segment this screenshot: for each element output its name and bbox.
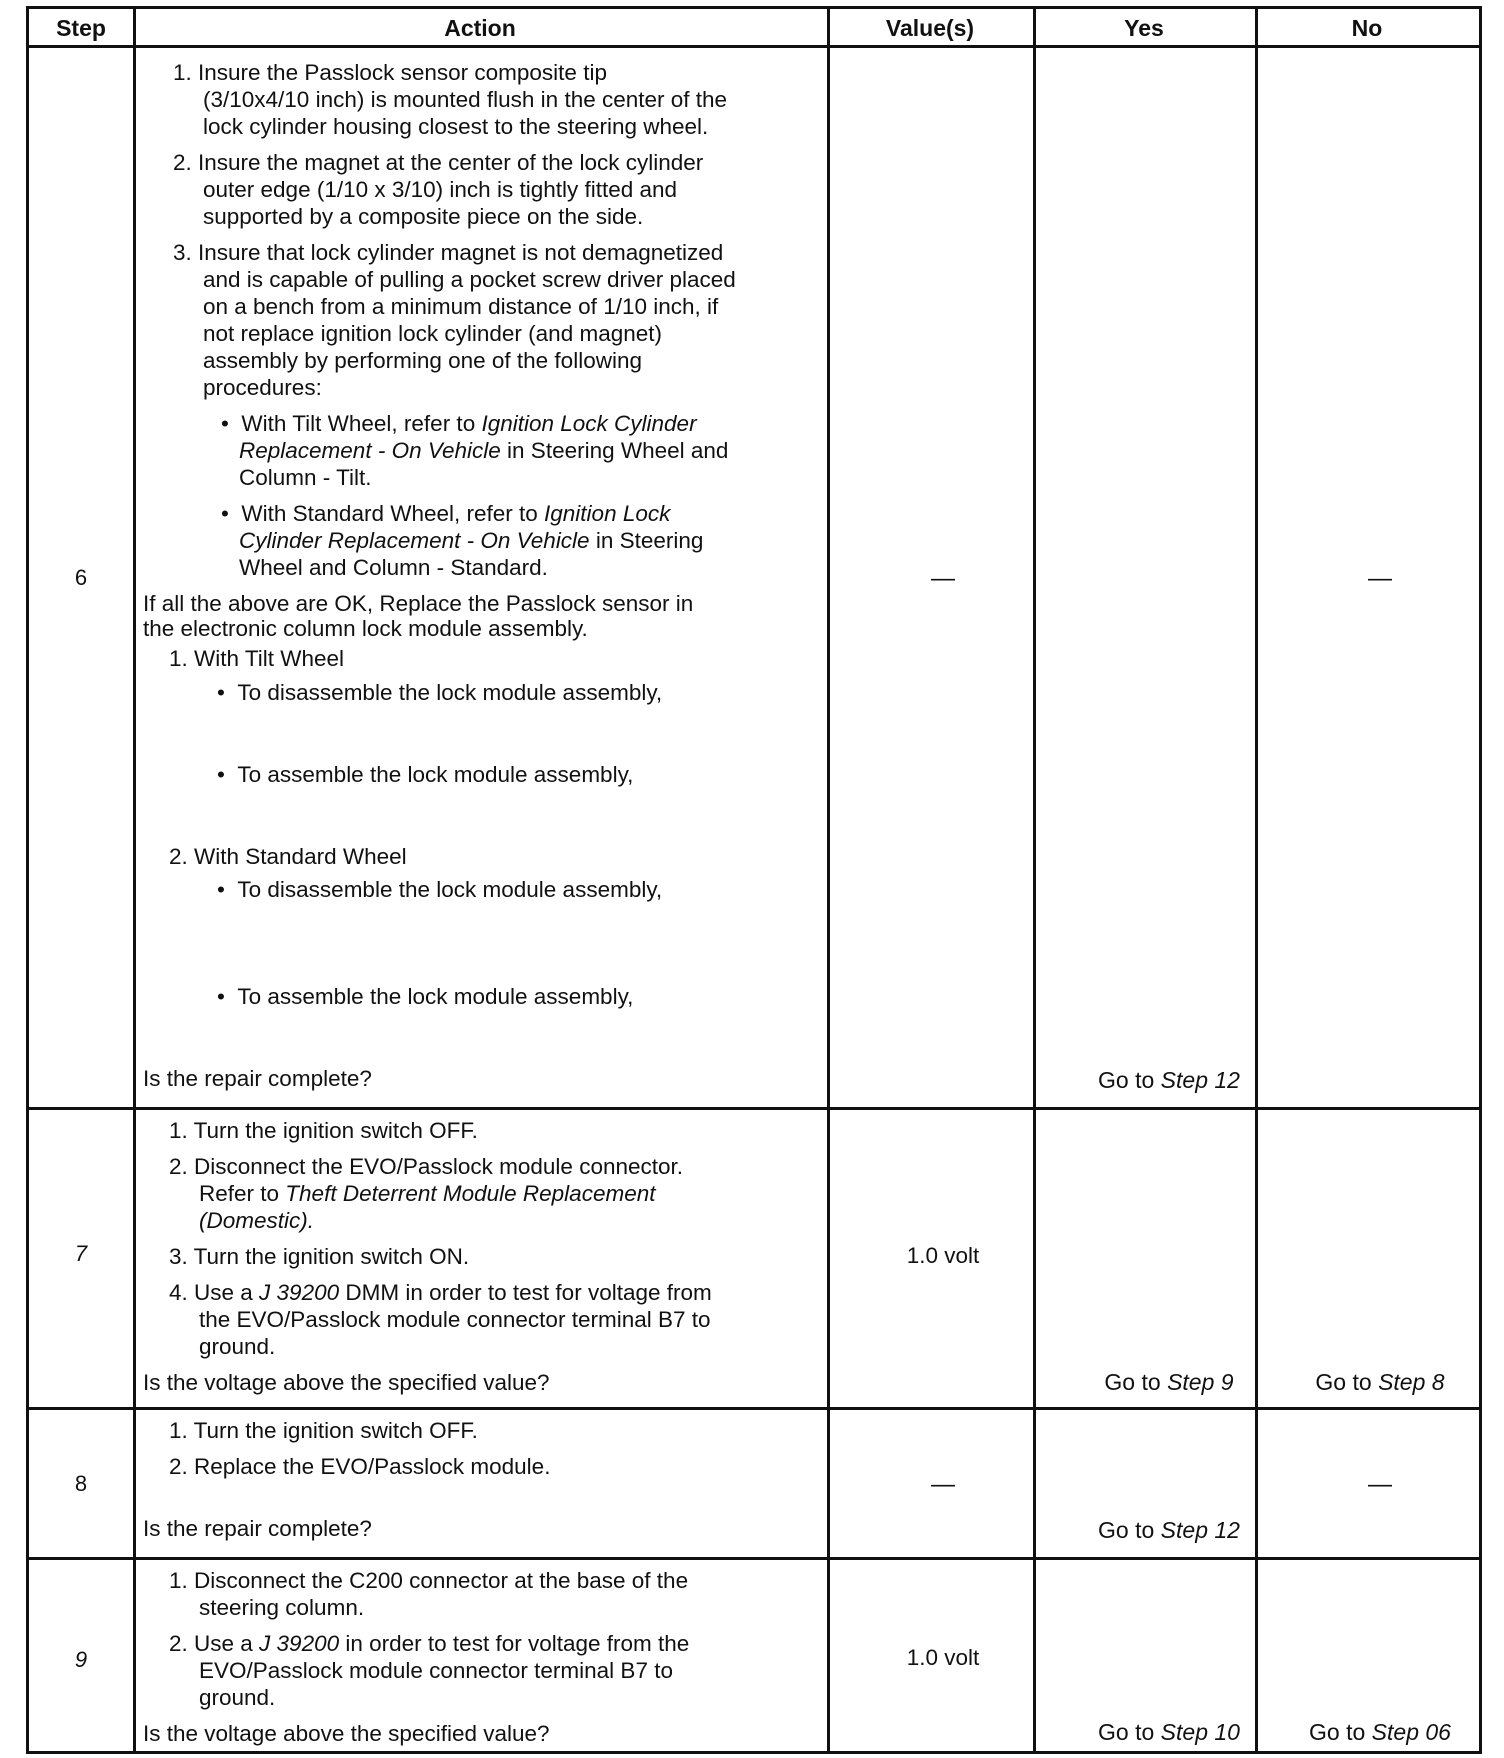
- action-line: EVO/Passlock module connector terminal B7 to: [199, 1658, 673, 1683]
- bullet-line: • To assemble the lock module assembly,: [217, 762, 634, 787]
- action-text: To assemble the lock module assembly,: [237, 762, 634, 787]
- procedure-link[interactable]: Ignition Lock Cylinder: [481, 411, 697, 436]
- step-link[interactable]: Step 10: [1160, 1719, 1240, 1745]
- value-cell: —: [931, 565, 955, 592]
- go-to-text: Go to: [1315, 1369, 1379, 1395]
- action-line: and is capable of pulling a pocket screw driver placed: [203, 267, 736, 292]
- action-text: With Tilt Wheel, refer to: [241, 411, 482, 436]
- action-line: supported by a composite piece on the side.: [203, 204, 644, 229]
- action-line: assembly by performing one of the following: [203, 348, 642, 373]
- question: Is the repair complete?: [143, 1516, 372, 1541]
- question: Is the repair complete?: [143, 1066, 372, 1091]
- procedure-link[interactable]: Cylinder Replacement - On Vehicle: [239, 528, 590, 553]
- yes-cell[interactable]: [1059, 1067, 1279, 1094]
- action-text: To disassemble the lock module assembly,: [237, 877, 663, 902]
- procedure-link[interactable]: Theft Deterrent Module Replacement: [285, 1181, 656, 1206]
- bullet-line: Wheel and Column - Standard.: [239, 555, 548, 580]
- row-divider: [29, 1407, 1479, 1410]
- diagnostic-table: [26, 6, 1482, 1754]
- yes-cell[interactable]: [1059, 1369, 1279, 1396]
- action-line: not replace ignition lock cylinder (and magnet): [203, 321, 662, 346]
- procedure-link[interactable]: Replacement - On Vehicle: [239, 438, 501, 463]
- bullet-line: • With Tilt Wheel, refer to Ignition Lock Cylinder: [221, 411, 697, 436]
- tool-ref: J 39200: [259, 1631, 340, 1656]
- step-link[interactable]: Step 06: [1371, 1719, 1451, 1745]
- action-line: (3/10x4/10 inch) is mounted flush in the center of the: [203, 87, 728, 112]
- value-cell: 1.0 volt: [906, 1645, 980, 1670]
- step-link[interactable]: Step 9: [1167, 1369, 1234, 1395]
- step-link[interactable]: Step 12: [1160, 1067, 1240, 1093]
- action-line: ground.: [199, 1334, 276, 1359]
- no-cell: —: [1368, 565, 1392, 592]
- action-line: 2. Disconnect the EVO/Passlock module connector.: [169, 1154, 684, 1179]
- no-cell[interactable]: [1281, 1369, 1479, 1396]
- header-values: Value(s): [885, 15, 975, 41]
- step-link[interactable]: Step 12: [1160, 1517, 1240, 1543]
- action-line: on a bench from a minimum distance of 1/10 inch, if: [203, 294, 719, 319]
- question: Is the voltage above the specified value?: [143, 1721, 550, 1746]
- header-step: Step: [56, 15, 106, 41]
- action-line: outer edge (1/10 x 3/10) inch is tightly fitted and: [203, 177, 678, 202]
- action-line: lock cylinder housing closest to the steering wheel.: [203, 114, 709, 139]
- action-line: 3. Insure that lock cylinder magnet is not demagnetized: [173, 240, 724, 265]
- action-line: the EVO/Passlock module connector terminal B7 to: [199, 1307, 711, 1332]
- bullet-line: [239, 437, 728, 464]
- action-text: in Steering: [589, 528, 704, 553]
- action-line: procedures:: [203, 375, 322, 400]
- procedure-link[interactable]: (Domestic).: [199, 1208, 315, 1233]
- tool-ref: J 39200: [259, 1280, 340, 1305]
- value-cell: 1.0 volt: [906, 1243, 980, 1268]
- action-line: [199, 1207, 314, 1234]
- action-text: in order to test for voltage from the: [339, 1631, 690, 1656]
- action-line: 1. Turn the ignition switch OFF.: [169, 1118, 478, 1143]
- step-number: 8: [74, 1471, 88, 1496]
- go-to-text: Go to: [1098, 1719, 1161, 1745]
- action-line: [169, 1630, 689, 1657]
- action-line: 1. With Tilt Wheel: [169, 646, 345, 671]
- step-number: 7: [74, 1241, 88, 1266]
- col-divider: [827, 9, 830, 1751]
- action-text: To assemble the lock module assembly,: [237, 984, 634, 1009]
- col-divider: [133, 9, 136, 1751]
- action-line: 2. Insure the magnet at the center of the lock cylinder: [173, 150, 704, 175]
- go-to-text: Go to: [1098, 1517, 1161, 1543]
- bullet-line: • To assemble the lock module assembly,: [217, 984, 634, 1009]
- no-cell[interactable]: [1281, 1719, 1479, 1746]
- action-line: steering column.: [199, 1595, 365, 1620]
- bullet-line: Column - Tilt.: [239, 465, 372, 490]
- action-line: 2. Replace the EVO/Passlock module.: [169, 1454, 551, 1479]
- col-divider: [1255, 9, 1258, 1751]
- step-number: 9: [74, 1647, 88, 1672]
- bullet-line: • To disassemble the lock module assembly,: [217, 877, 663, 902]
- action-line: If all the above are OK, Replace the Passlock sensor in: [143, 591, 694, 616]
- go-to-text: Go to: [1104, 1369, 1168, 1395]
- value-cell: —: [931, 1471, 955, 1498]
- action-line: the electronic column lock module assembly.: [143, 616, 588, 641]
- go-to-text: Go to: [1098, 1067, 1161, 1093]
- go-to-text: Go to: [1309, 1719, 1372, 1745]
- action-line: [169, 1279, 712, 1306]
- action-line: 1. Insure the Passlock sensor composite tip: [173, 60, 607, 85]
- action-line: 1. Disconnect the C200 connector at the base of the: [169, 1568, 689, 1593]
- yes-cell[interactable]: [1059, 1719, 1279, 1746]
- action-text: To disassemble the lock module assembly,: [237, 680, 663, 705]
- header-no: No: [1351, 15, 1383, 41]
- step-link[interactable]: Step 8: [1378, 1369, 1445, 1395]
- header-yes: Yes: [1124, 15, 1164, 41]
- bullet-line: [239, 527, 703, 554]
- action-line: 2. With Standard Wheel: [169, 844, 407, 869]
- no-cell: —: [1368, 1471, 1392, 1498]
- action-line: 3. Turn the ignition switch ON.: [169, 1244, 470, 1269]
- action-line: 1. Turn the ignition switch OFF.: [169, 1418, 478, 1443]
- row-divider: [29, 1557, 1479, 1560]
- action-text: 4. Use a: [169, 1280, 260, 1305]
- action-text: in Steering Wheel and: [500, 438, 729, 463]
- question: Is the voltage above the specified value?: [143, 1370, 550, 1395]
- action-line: [199, 1180, 655, 1207]
- bullet-line: • To disassemble the lock module assembly,: [217, 680, 663, 705]
- action-text: With Standard Wheel, refer to: [241, 501, 545, 526]
- action-line: ground.: [199, 1685, 276, 1710]
- row-divider: [29, 1107, 1479, 1110]
- procedure-link[interactable]: Ignition Lock: [544, 501, 671, 526]
- bullet-line: • With Standard Wheel, refer to Ignition Lock: [221, 501, 671, 526]
- action-text: Refer to: [199, 1181, 286, 1206]
- yes-cell[interactable]: [1059, 1517, 1279, 1544]
- action-text: 2. Use a: [169, 1631, 260, 1656]
- step-number: 6: [74, 565, 88, 590]
- action-text: DMM in order to test for voltage from: [339, 1280, 712, 1305]
- header-action: Action: [444, 15, 516, 41]
